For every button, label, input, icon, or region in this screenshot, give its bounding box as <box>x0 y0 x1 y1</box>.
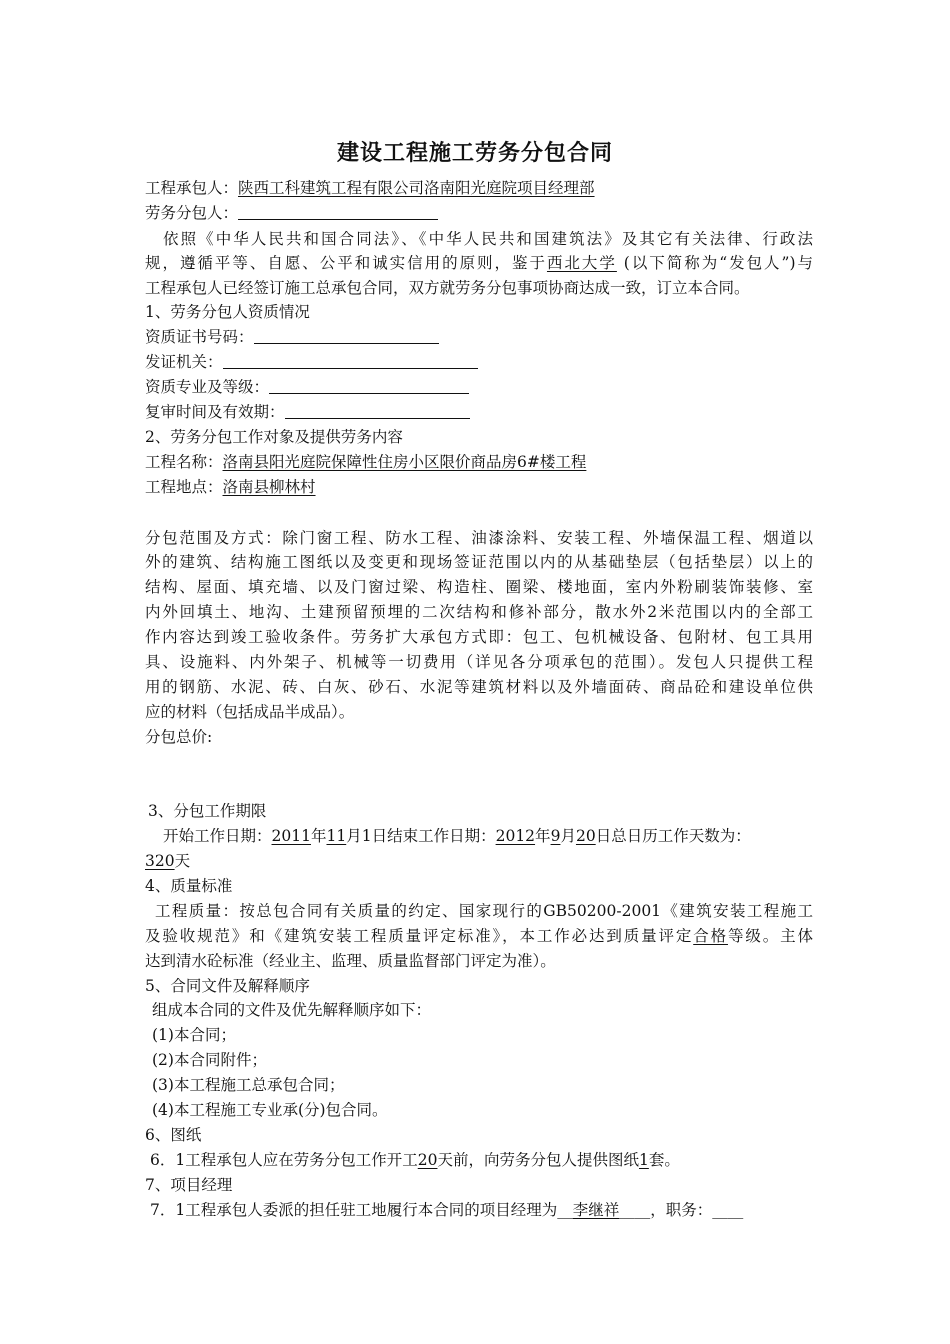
section-4-title: 4、质量标准 <box>145 877 233 895</box>
quality-line-2: 及验收规范》和《建筑安装工程质量评定标准》，本工作必达到质量评定合格等级。主体 <box>145 927 813 945</box>
end-month: 9 <box>550 827 561 845</box>
document-item: (1)本合同； <box>152 1026 236 1044</box>
contractor-line: 工程承包人：陕西工科建筑工程有限公司洛南阳光庭院项目经理部 <box>145 179 595 197</box>
subcontractor-line: 劳务分包人： <box>145 201 813 225</box>
cert-number-line: 资质证书号码： <box>145 325 813 349</box>
scope-line-1: 分包范围及方式：除门窗工程、防水工程、油漆涂料、安装工程、外墙保温工程、烟道以 <box>145 529 813 547</box>
quality-line-3: 达到清水砼标准（经业主、监理、质量监督部门评定为准）。 <box>145 952 556 970</box>
document-item: (2)本合同附件； <box>152 1051 267 1069</box>
subcontractor-blank <box>238 203 438 220</box>
total-price-line: 分包总价: <box>145 728 213 746</box>
section-7-title: 7、项目经理 <box>145 1176 233 1194</box>
section-2-title: 2、劳务分包工作对象及提供劳务内容 <box>145 428 403 446</box>
quality-line-1: 工程质量：按总包合同有关质量的约定、国家现行的GB50200-2001《建筑安装工程施工 <box>155 902 813 920</box>
project-name: 洛南县阳光庭院保障性住房小区限价商品房6#楼工程 <box>222 453 587 471</box>
section-3-title: 3、分包工作期限 <box>148 802 267 820</box>
review-line: 复审时间及有效期： <box>145 400 813 424</box>
start-month: 11 <box>326 827 347 845</box>
intro-line-2: 规，遵循平等、自愿、公平和诚实信用的原则，鉴于西北大学 (以下简称为“发包人”)与 <box>145 254 813 272</box>
project-manager-line: 7．1工程承包人委派的担任驻工地履行本合同的项目经理为__李继祥____，职务：____ <box>150 1201 744 1219</box>
scope-line-4: 内外回填土、地沟、土建预留预埋的二次结构和修补部分，散水外2米范围以内的全部工 <box>145 603 813 621</box>
scope-line-5: 作内容达到竣工验收条件。劳务扩大承包方式即：包工、包机械设备、包附材、包工具用 <box>145 628 813 646</box>
project-manager-name: 李继祥 <box>572 1201 620 1219</box>
employer-name: 西北大学 <box>546 254 617 272</box>
scope-line-2: 外的建筑、结构施工图纸以及变更和现场签证范围以内的从基础垫层（包括垫层）以上的 <box>145 553 813 571</box>
contractor-name: 陕西工科建筑工程有限公司洛南阳光庭院项目经理部 <box>238 179 595 197</box>
document-title: 建设工程施工劳务分包合同 <box>336 140 613 166</box>
total-days: 320 <box>145 852 175 870</box>
scope-line-3: 结构、屋面、填充墙、以及门窗过梁、构造柱、圈梁、楼地面，室内外粉刷装饰装修、室 <box>145 578 813 596</box>
work-period-line: 开始工作日期：2011年11月1日结束工作日期：2012年9月20日总日历工作天数为： <box>163 827 751 845</box>
quality-grade: 合格 <box>693 927 728 945</box>
start-year: 2011 <box>271 827 311 845</box>
project-location-line: 工程地点：洛南县柳林村 <box>145 478 316 496</box>
end-day: 20 <box>575 827 596 845</box>
drawings-sets: 1 <box>638 1151 649 1169</box>
total-days-line: 320天 <box>145 852 191 870</box>
documents-intro: 组成本合同的文件及优先解释顺序如下： <box>152 1001 432 1019</box>
document-item: (3)本工程施工总承包合同； <box>152 1076 345 1094</box>
intro-line-1: 依照《中华人民共和国合同法》、《中华人民共和国建筑法》及其它有关法律、行政法 <box>163 230 813 248</box>
issuer-line: 发证机关： <box>145 350 813 374</box>
scope-line-7: 用的钢筋、水泥、砖、白灰、砂石、水泥等建筑材料以及外墙面砖、商品砼和建设单位供 <box>145 678 813 696</box>
grade-line: 资质专业及等级： <box>145 375 813 399</box>
section-5-title: 5、合同文件及解释顺序 <box>145 977 310 995</box>
scope-line-8: 应的材料（包括成品半成品）。 <box>145 703 355 721</box>
drawings-days: 20 <box>417 1151 438 1169</box>
document-item: (4)本工程施工专业承(分)包合同。 <box>152 1101 388 1119</box>
review-blank <box>285 402 470 419</box>
end-year: 2012 <box>495 827 536 845</box>
scope-line-6: 具、设施料、内外架子、机械等一切费用（详见各分项承包的范围）。发包人只提供工程 <box>145 653 813 671</box>
cert-number-blank <box>254 327 439 344</box>
drawings-line: 6．1工程承包人应在劳务分包工作开工20天前，向劳务分包人提供图纸1套。 <box>150 1151 680 1169</box>
section-6-title: 6、图纸 <box>145 1126 202 1144</box>
issuer-blank <box>223 352 478 369</box>
project-location: 洛南县柳林村 <box>222 478 316 496</box>
section-1-title: 1、劳务分包人资质情况 <box>145 303 310 321</box>
grade-blank <box>269 377 469 394</box>
project-name-line: 工程名称：洛南县阳光庭院保障性住房小区限价商品房6#楼工程 <box>145 453 587 471</box>
intro-line-3: 工程承包人已经签订施工总承包合同，双方就劳务分包事项协商达成一致，订立本合同。 <box>145 279 750 297</box>
